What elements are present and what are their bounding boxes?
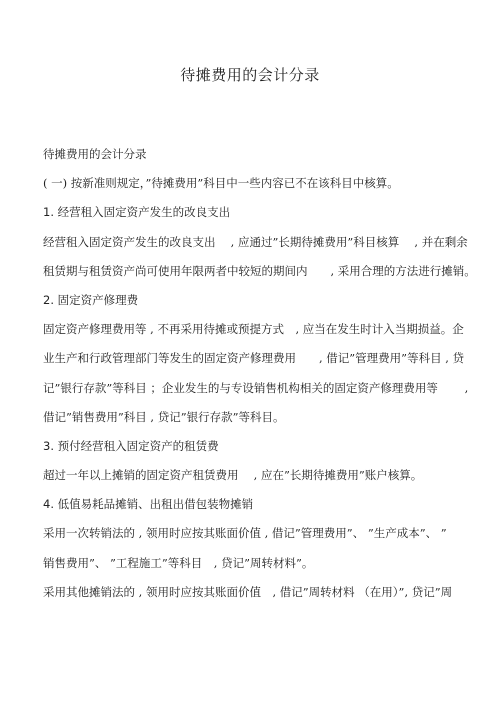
paragraph-line: 经营租入固定资产发生的改良支出 , 应通过”长期待摊费用”科目核算 , 并在剩余: [43, 234, 468, 249]
paragraph-line: 租赁期与租赁资产尚可使用年限两者中较短的期间内 , 采用合理的方法进行摊销。: [43, 263, 476, 278]
paragraph-line: 超过一年以上摊销的固定资产租赁费用 , 应在”长期待摊费用”账户核算。: [43, 468, 423, 483]
section-heading-1: 1. 经营租入固定资产发生的改良支出: [43, 205, 231, 220]
section-heading-4: 4. 低值易耗品摊销、出租出借包装物摊销: [43, 497, 254, 512]
section-title: 待摊费用的会计分录: [43, 147, 147, 161]
paragraph-line: 采用其他摊销法的 , 领用时应按其账面价值 , 借记”周转材料 （在用）”, 贷记”周: [43, 584, 453, 599]
paragraph-line: 业生产和行政管理部门等发生的固定资产修理费用 , 借记”管理费用”等科目 , 贷: [43, 351, 465, 366]
paragraph-line: 借记”销售费用”科目 , 贷记”银行存款”等科目。: [43, 409, 285, 424]
paragraph-line: 采用一次转销法的 , 领用时应按其账面价值 , 借记”管理费用”、 ”生产成本”、 ”: [43, 526, 447, 541]
paragraph-line: 销售费用”、 ”工程施工”等科目 , 贷记”周转材料”。: [43, 555, 314, 570]
page-title: 待摊费用的会计分录: [180, 66, 320, 84]
section-heading-3: 3. 预付经营租入固定资产的租赁费: [43, 438, 219, 453]
paragraph-line: 记”银行存款”等科目 ；企业发生的与专设销售机构相关的固定资产修理费用等 ,: [43, 380, 469, 395]
section-heading-2: 2. 固定资产修理费: [43, 292, 139, 307]
paragraph-line: 固定资产修理费用等 , 不再采用待摊或预提方式 , 应当在发生时计入当期损益。企: [43, 322, 464, 337]
paragraph-line: ( 一) 按新准则规定，”待摊费用”科目中一些内容已不在该科目中核算。: [43, 176, 399, 191]
document-body: [43, 140, 476, 607]
